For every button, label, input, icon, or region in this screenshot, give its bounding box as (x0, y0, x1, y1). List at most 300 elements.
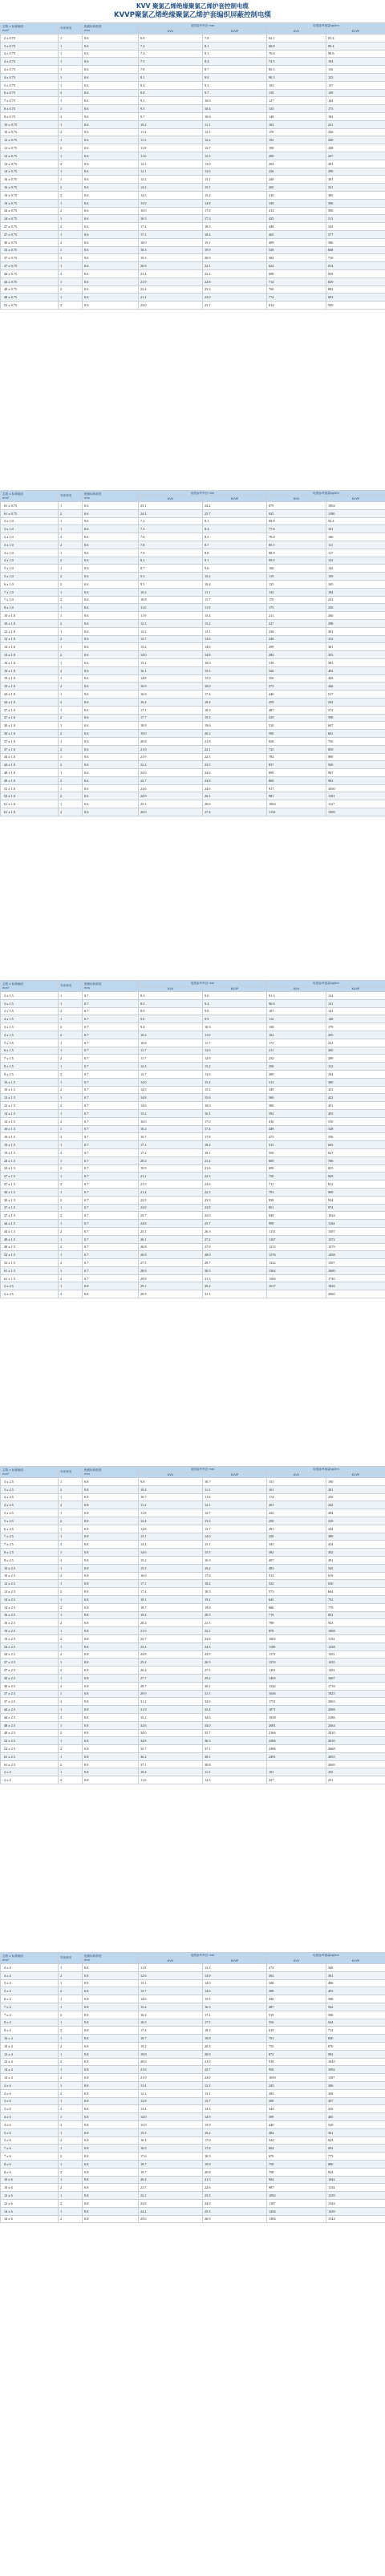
table-row (1, 1667, 385, 1675)
conductor-type-cell: 1 (59, 517, 83, 525)
table-row (1, 1995, 385, 2003)
kvvp-weight-cell: 446 (326, 682, 385, 691)
kvv-diameter-cell: 17.4 (139, 1588, 203, 1596)
kvv-weight-cell: 302 (267, 1971, 326, 1979)
title-kvv: KVV 聚氯乙烯绝缘聚氯乙烯护套控制电缆 (136, 2, 249, 10)
core-section-cell: 24 x 1.0 (1, 691, 59, 699)
insulation-cell: 0.8 (83, 2184, 139, 2192)
table-row (1, 1485, 385, 1493)
conductor-type-cell: 2 (59, 745, 83, 753)
kvvp-diameter-cell: 17.0 (203, 2137, 267, 2145)
core-section-cell: 44 x 0.75 (1, 277, 59, 286)
insulation-thickness-header: 绝缘标称厚度 mm (83, 491, 139, 502)
kvv-diameter-cell: 16.2 (139, 2011, 203, 2019)
insulation-cell: 0.6 (83, 698, 139, 706)
kvvp-weight-cell: 561 (326, 2128, 385, 2137)
diameter-kvvp-header: KVVP (203, 1472, 267, 1478)
kvv-diameter-cell: 16.7 (139, 1133, 203, 1141)
title-kvvp: KVVP聚氯乙烯绝缘聚氯乙烯护套编织屏蔽控制电缆 (114, 11, 271, 19)
kvv-weight-cell: 407 (267, 1556, 326, 1564)
conductor-type-cell: 1 (59, 97, 83, 105)
insulation-cell: 0.6 (83, 160, 139, 168)
table-row (1, 1204, 385, 1212)
insulation-cell: 0.8 (83, 2113, 139, 2121)
kvv-diameter-cell: 11.2 (139, 128, 203, 136)
kvvp-weight-cell: 870 (326, 2042, 385, 2050)
conductor-type-cell: 2 (59, 1212, 83, 1220)
insulation-cell: 0.8 (83, 2027, 139, 2035)
kvv-weight-cell: 282 (267, 2089, 326, 2097)
kvvp-diameter-cell: 23.8 (203, 1634, 267, 1642)
table-row (1, 230, 385, 238)
conductor-type-cell: 2 (59, 1070, 83, 1078)
kvv-diameter-cell: 19.3 (139, 254, 203, 262)
insulation-cell: 0.8 (83, 1501, 139, 1509)
kvv-diameter-cell: 7.8 (139, 66, 203, 74)
kvv-diameter-cell: 22.5 (139, 1196, 203, 1204)
insulation-cell: 0.7 (83, 1117, 139, 1125)
conductor-type-cell: 2 (59, 1117, 83, 1125)
kvv-diameter-cell: 12.4 (139, 1517, 203, 1525)
spec-table (0, 1952, 385, 2223)
insulation-cell: 0.8 (83, 1987, 139, 1995)
insulation-cell: 0.8 (83, 1282, 139, 1290)
conductor-type-header: 导体种类 (59, 1953, 83, 1964)
kvvp-diameter-cell: 19.8 (203, 1603, 267, 1611)
kvvp-diameter-cell: 19.8 (203, 2160, 267, 2168)
kvvp-diameter-cell: 19.1 (203, 238, 267, 246)
kvv-diameter-cell: 14.2 (139, 184, 203, 192)
conductor-type-cell: 2 (59, 2153, 83, 2161)
conductor-type-cell: 2 (59, 580, 83, 588)
table-row (1, 2137, 385, 2145)
table-row (1, 199, 385, 207)
core-section-cell: 3 x 2.5 (1, 1485, 59, 1493)
core-section-cell: 12 x 4 (1, 2050, 59, 2058)
table-header-row (1, 1467, 385, 1472)
kvvp-diameter-cell: 18.1 (203, 1148, 267, 1156)
kvvp-weight-cell: 1239 (326, 2192, 385, 2200)
kvv-diameter-cell: 26.4 (139, 1667, 203, 1675)
kvv-diameter-cell: 23.0 (139, 769, 203, 777)
kvvp-weight-cell: 265 (326, 1047, 385, 1055)
table-row (1, 1290, 385, 1298)
core-section-cell: 16 x 0.75 (1, 176, 59, 184)
conductor-type-cell: 1 (59, 612, 83, 620)
table-row (1, 286, 385, 294)
kvvp-weight-cell: 164 (326, 97, 385, 105)
table-row (1, 1572, 385, 1580)
table-row (1, 1212, 385, 1220)
kvv-diameter-cell: 21.4 (139, 294, 203, 302)
insulation-cell: 0.7 (83, 1086, 139, 1094)
kvv-weight-cell: 987 (267, 2184, 326, 2192)
kvvp-weight-cell: 839 (326, 269, 385, 277)
kvvp-weight-cell: 1152 (326, 1634, 385, 1642)
kvv-diameter-cell: 19.7 (139, 2168, 203, 2176)
kvv-diameter-cell: 13.1 (139, 1979, 203, 1987)
kvvp-weight-cell: 2186 (326, 1713, 385, 1721)
core-section-cell: 8 x 6 (1, 2168, 59, 2176)
table-row (1, 176, 385, 184)
table-row (1, 1266, 385, 1274)
conductor-type-cell: 1 (59, 722, 83, 730)
kvvp-weight-cell: 201 (326, 1485, 385, 1493)
insulation-cell: 0.6 (83, 761, 139, 769)
conductor-type-cell: 2 (59, 2042, 83, 2050)
kvv-weight-cell: 870 (267, 1627, 326, 1635)
kvv-weight-cell: 69.8 (267, 517, 326, 525)
core-section-cell: 4 x 2.5 (1, 1501, 59, 1509)
table-row (1, 596, 385, 604)
kvvp-diameter-cell: 17.6 (203, 1572, 267, 1580)
insulation-cell: 0.8 (83, 2176, 139, 2184)
kvvp-diameter-cell: 25.7 (203, 1220, 267, 1228)
kvv-weight-cell: 851 (267, 1204, 326, 1212)
weight-group-header: 电缆参考重量kg/km (267, 1953, 385, 1958)
conductor-type-cell: 1 (59, 784, 83, 792)
kvvp-weight-cell: 465 (326, 2113, 385, 2121)
insulation-cell: 0.7 (83, 1109, 139, 1117)
conductor-type-cell: 1 (59, 1125, 83, 1133)
insulation-cell: 0.6 (83, 753, 139, 761)
kvvp-weight-cell: 596 (326, 2011, 385, 2019)
kvv-weight-cell: 192 (267, 136, 326, 144)
kvvp-diameter-cell: 24.6 (203, 784, 267, 792)
kvv-diameter-cell: 16.0 (139, 207, 203, 215)
weight-kvv-header: KVV (267, 1472, 326, 1478)
kvvp-weight-cell: 893 (326, 294, 385, 302)
spec-section (0, 1952, 385, 2223)
insulation-cell: 0.7 (83, 1133, 139, 1141)
table-row (1, 1070, 385, 1078)
kvvp-diameter-cell: 24.5 (203, 1642, 267, 1651)
kvvp-diameter-cell: 16.1 (203, 1109, 267, 1117)
core-section-cell: 8 x 0.75 (1, 112, 59, 120)
insulation-cell: 0.8 (83, 2199, 139, 2207)
kvvp-diameter-cell: 24.2 (203, 502, 267, 510)
core-section-cell: 37 x 0.75 (1, 262, 59, 270)
table-row (1, 168, 385, 176)
kvv-weight-cell: 90.3 (267, 73, 326, 81)
kvv-diameter-cell: 23.0 (139, 1204, 203, 1212)
insulation-cell: 0.8 (83, 2192, 139, 2200)
core-section-cell: 7 x 4 (1, 2011, 59, 2019)
kvv-diameter-cell: 15.3 (139, 1564, 203, 1572)
kvvp-diameter-cell: 20.8 (203, 2168, 267, 2176)
kvvp-diameter-cell: 35.7 (203, 1729, 267, 1737)
kvv-diameter-cell: 9.0 (139, 1015, 203, 1023)
insulation-cell: 0.8 (83, 1595, 139, 1603)
kvv-diameter-cell: 12.8 (139, 2097, 203, 2105)
table-row (1, 238, 385, 246)
kvv-diameter-cell: 21.5 (139, 2184, 203, 2192)
kvvp-diameter-cell: 22.5 (203, 753, 267, 761)
kvv-diameter-cell: 7.2 (139, 517, 203, 525)
kvv-weight-cell: 339 (267, 199, 326, 207)
conductor-type-cell: 2 (59, 1556, 83, 1564)
conductor-type-cell: 2 (59, 1164, 83, 1173)
insulation-cell: 0.7 (83, 1141, 139, 1149)
kvvp-weight-cell: 668 (326, 246, 385, 254)
insulation-cell: 0.6 (83, 262, 139, 270)
kvv-diameter-cell: 23.7 (139, 1212, 203, 1220)
core-section-cell: 24 x 1.0 (1, 698, 59, 706)
kvv-weight-cell: 1004 (267, 800, 326, 808)
kvvp-diameter-cell: 9.1 (203, 557, 267, 565)
conductor-type-cell: 2 (59, 1517, 83, 1525)
table-row (1, 2184, 385, 2192)
insulation-cell: 0.6 (83, 128, 139, 136)
insulation-cell: 0.6 (83, 691, 139, 699)
kvv-weight-cell: 573 (267, 1588, 326, 1596)
kvv-weight-cell: 425 (267, 215, 326, 223)
kvv-weight-cell: 356 (267, 674, 326, 682)
kvv-diameter-cell: 15.3 (139, 2128, 203, 2137)
kvvp-diameter-cell: 16.3 (203, 2003, 267, 2011)
conductor-type-cell: 1 (59, 1478, 83, 1486)
kvv-weight-cell: 1172 (267, 1651, 326, 1659)
kvv-weight-cell: 175 (267, 604, 326, 612)
conductor-type-cell: 2 (59, 1227, 83, 1235)
insulation-cell: 0.7 (83, 1156, 139, 1164)
kvvp-weight-cell: 301 (326, 627, 385, 635)
kvvp-diameter-cell: 30.1 (203, 1682, 267, 1690)
kvvp-diameter-cell: 20.5 (203, 1611, 267, 1619)
kvvp-diameter-cell: 10.2 (203, 573, 267, 581)
kvvp-weight-cell: 81.4 (326, 34, 385, 43)
kvv-weight-cell: 701 (267, 2035, 326, 2043)
kvv-weight-cell: 85.5 (267, 541, 326, 549)
insulation-cell: 0.7 (83, 1274, 139, 1282)
insulation-cell: 0.6 (83, 784, 139, 792)
table-row (1, 557, 385, 565)
kvvp-weight-cell: 221 (326, 1039, 385, 1047)
kvvp-weight-cell: 1544 (326, 2215, 385, 2223)
table-row (1, 1721, 385, 1729)
kvvp-diameter-cell: 15.9 (203, 674, 267, 682)
table-row (1, 160, 385, 168)
kvv-weight-cell: 711 (267, 1181, 326, 1189)
table-row (1, 2042, 385, 2050)
core-section-cell: 16 x 0.75 (1, 184, 59, 192)
kvvp-weight-cell: 773 (326, 2153, 385, 2161)
kvvp-diameter-cell: 36.3 (203, 1737, 267, 1745)
weight-group-header: 电缆参考重量kg/km (267, 1467, 385, 1472)
table-row (1, 808, 385, 816)
kvv-weight-cell: 487 (267, 706, 326, 714)
table-row (1, 262, 385, 270)
insulation-cell: 0.6 (83, 565, 139, 573)
kvvp-diameter-cell: 23.3 (203, 2192, 267, 2200)
weight-kvvp-header: KVVP (326, 1472, 385, 1478)
insulation-cell: 0.6 (83, 509, 139, 517)
conductor-type-cell: 2 (59, 557, 83, 565)
kvv-weight-cell: 392 (267, 1109, 326, 1117)
kvvp-diameter-cell: 23.5 (203, 761, 267, 769)
core-section-cell: 4 x 2.5 (1, 1493, 59, 1501)
core-section-cell: 5 x 6 (1, 2128, 59, 2137)
core-section-cell: 7 x 1.5 (1, 1055, 59, 1063)
table-row (1, 502, 385, 510)
kvvp-weight-cell: 1045 (326, 2058, 385, 2066)
insulation-cell: 0.8 (83, 2058, 139, 2066)
kvvp-diameter-cell: 9.8 (203, 1007, 267, 1015)
kvvp-diameter-cell: 11.3 (203, 1768, 267, 1776)
kvvp-weight-cell: 124 (326, 992, 385, 1000)
kvvp-weight-cell: 954 (326, 1196, 385, 1204)
kvvp-weight-cell: 148 (326, 1015, 385, 1023)
kvv-weight-cell: 272 (267, 1964, 326, 1972)
table-row (1, 674, 385, 682)
insulation-cell: 0.8 (83, 1706, 139, 1714)
core-section-cell: 52 x 1.0 (1, 784, 59, 792)
conductor-type-cell: 2 (59, 1745, 83, 1753)
kvvp-weight-cell: 712 (326, 2027, 385, 2035)
conductor-type-cell: 2 (59, 714, 83, 722)
table-row (1, 588, 385, 596)
kvv-weight-cell: 459 (267, 698, 326, 706)
kvv-diameter-cell: 12.3 (139, 619, 203, 627)
kvv-diameter-cell: 24.2 (139, 2207, 203, 2215)
kvv-weight-cell: 483 (267, 1564, 326, 1572)
kvvp-diameter-cell: 14.8 (203, 199, 267, 207)
kvvp-diameter-cell: 18.2 (203, 230, 267, 238)
conductor-type-cell: 1 (59, 604, 83, 612)
kvv-weight-cell: 448 (267, 223, 326, 231)
kvvp-weight-cell: 1134 (326, 2184, 385, 2192)
table-row (1, 302, 385, 310)
kvv-diameter-cell: 19.2 (139, 2042, 203, 2050)
core-section-cell: 10 x 6 (1, 2184, 59, 2192)
table-row (1, 651, 385, 659)
table-row (1, 1509, 385, 1517)
diameter-group-header: 电缆参考外径 mm (139, 23, 267, 29)
conductor-type-cell: 2 (59, 682, 83, 691)
insulation-cell: 0.6 (83, 73, 139, 81)
kvv-diameter-cell: 16.1 (139, 2137, 203, 2145)
insulation-cell: 0.8 (83, 2120, 139, 2128)
kvv-diameter-cell: 17.4 (139, 223, 203, 231)
insulation-cell: 0.6 (83, 58, 139, 66)
kvvp-diameter-cell: 21.6 (203, 1164, 267, 1173)
table-row (1, 254, 385, 262)
table-row (1, 1055, 385, 1063)
kvvp-diameter-cell: 16.0 (203, 682, 267, 691)
kvv-diameter-cell: 22.7 (139, 1634, 203, 1642)
conductor-type-cell: 1 (59, 525, 83, 533)
kvv-weight-cell: 698 (267, 269, 326, 277)
core-section-cell: 16 x 1.5 (1, 1133, 59, 1141)
kvvp-weight-cell: 1716 (326, 1682, 385, 1690)
table-row (1, 246, 385, 254)
kvvp-weight-cell: 426 (326, 674, 385, 682)
kvvp-weight-cell: 240 (326, 136, 385, 144)
core-section-cell: 7 x 4 (1, 2003, 59, 2011)
table-row (1, 1133, 385, 1141)
insulation-cell: 0.6 (83, 34, 139, 43)
kvv-diameter-cell: 8.3 (139, 992, 203, 1000)
insulation-cell: 0.6 (83, 191, 139, 199)
kvvp-diameter-cell: 22.3 (203, 1188, 267, 1196)
kvv-weight-cell: 465 (267, 230, 326, 238)
weight-kvv-header: KVV (267, 1958, 326, 1964)
conductor-type-cell: 1 (59, 1979, 83, 1987)
insulation-cell: 0.7 (83, 1015, 139, 1023)
core-section-cell: 8 x 2.5 (1, 1556, 59, 1564)
kvvp-weight-cell: 353 (326, 651, 385, 659)
kvvp-weight-cell: 111 (326, 541, 385, 549)
table-row (1, 1541, 385, 1549)
table-row (1, 1729, 385, 1737)
kvvp-weight-cell: 306 (326, 2081, 385, 2089)
kvv-diameter-cell: 11.8 (139, 1509, 203, 1517)
kvvp-diameter-cell: 25.7 (203, 509, 267, 517)
kvv-diameter-cell: 9.7 (139, 112, 203, 120)
core-section-cell: 8 x 4 (1, 2027, 59, 2035)
kvv-weight-cell: 170 (267, 596, 326, 604)
diameter-group-header: 电缆参考外径 mm (139, 1953, 267, 1958)
conductor-type-cell: 1 (59, 674, 83, 682)
kvv-weight-cell: 1871 (267, 1706, 326, 1714)
kvv-diameter-cell: 25.1 (139, 1227, 203, 1235)
kvv-weight-cell: 313 (267, 1078, 326, 1086)
kvv-weight-cell: 318 (267, 658, 326, 666)
conductor-type-cell: 1 (59, 215, 83, 223)
table-row (1, 1478, 385, 1486)
kvv-diameter-cell: 20.6 (139, 2058, 203, 2066)
kvv-diameter-cell: 14.2 (139, 1541, 203, 1549)
core-section-cell: 4 x 1.5 (1, 1031, 59, 1039)
conductor-type-cell: 1 (59, 658, 83, 666)
kvv-diameter-cell: 15.4 (139, 2003, 203, 2011)
kvv-diameter-cell: 12.2 (139, 176, 203, 184)
kvvp-weight-cell: 1740 (326, 1274, 385, 1282)
kvv-weight-cell: 346 (267, 1979, 326, 1987)
kvv-weight-cell: 584 (267, 254, 326, 262)
insulation-cell: 0.8 (83, 2074, 139, 2082)
core-section-cell: 3 x 0.75 (1, 42, 59, 50)
core-section-cell: 14 x 4 (1, 2074, 59, 2082)
kvv-diameter-cell: 18.1 (139, 1595, 203, 1603)
insulation-cell: 0.6 (83, 580, 139, 588)
core-section-cell: 3 x 2.5 (1, 1478, 59, 1486)
conductor-type-cell: 2 (59, 533, 83, 541)
table-row (1, 565, 385, 573)
kvvp-diameter-cell: 21.4 (203, 1156, 267, 1164)
kvv-diameter-cell: 17.7 (139, 714, 203, 722)
kvvp-weight-cell: 1092 (326, 2066, 385, 2074)
kvvp-weight-cell: 89.4 (326, 42, 385, 50)
conductor-type-cell: 2 (59, 1501, 83, 1509)
core-section-cell: 16 x 1.5 (1, 1125, 59, 1133)
kvv-diameter-cell: 21.9 (139, 753, 203, 761)
kvv-diameter-cell: 10.8 (139, 1039, 203, 1047)
kvvp-diameter-cell: 11.3 (203, 1485, 267, 1493)
kvvp-diameter-cell: 19.6 (203, 722, 267, 730)
insulation-cell: 0.7 (83, 1173, 139, 1181)
kvvp-weight-cell: 1030 (326, 784, 385, 792)
insulation-cell: 0.8 (83, 1572, 139, 1580)
conductor-type-cell: 2 (59, 2215, 83, 2223)
kvv-weight-cell: 949 (267, 1212, 326, 1220)
conductor-type-cell: 1 (59, 168, 83, 176)
table-row (1, 643, 385, 651)
kvvp-diameter-cell: 11.1 (203, 588, 267, 596)
insulation-cell: 0.7 (83, 1047, 139, 1055)
kvvp-weight-cell: 1008 (326, 1627, 385, 1635)
kvvp-diameter-cell: 24.9 (203, 2199, 267, 2207)
